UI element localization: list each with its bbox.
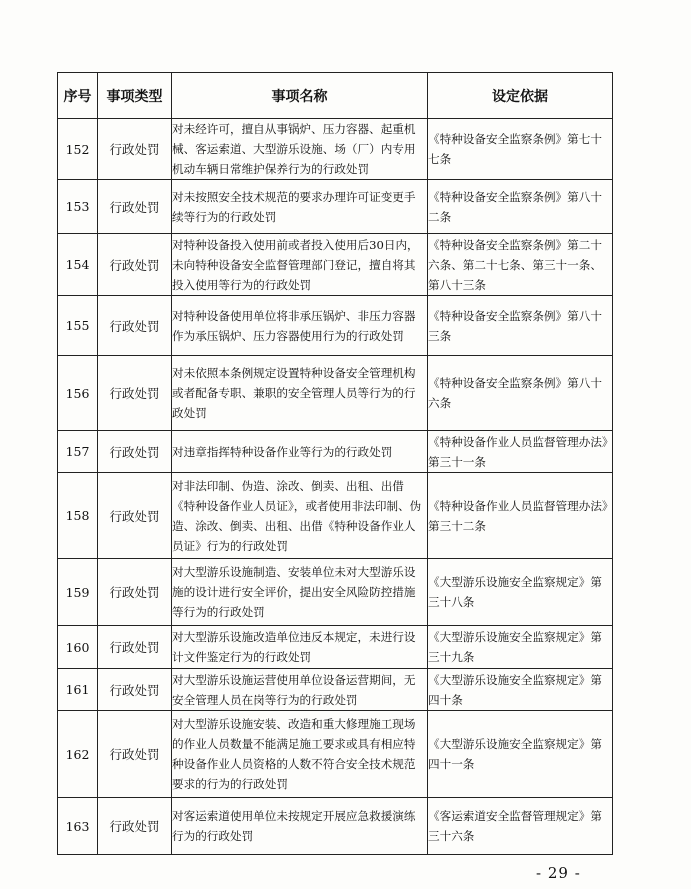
table-row bbox=[58, 234, 613, 296]
table-row bbox=[58, 296, 613, 356]
row-basis: 《大型游乐设施安全监察规定》第三十九条 bbox=[428, 626, 613, 669]
table-row bbox=[58, 559, 613, 626]
row-number: 159 bbox=[58, 559, 98, 626]
row-basis: 《特种设备安全监察条例》第二十六条、第二十七条、第三十一条、第八十三条 bbox=[428, 234, 613, 296]
row-type: 行政处罚 bbox=[98, 473, 172, 559]
row-basis: 《大型游乐设施安全监察规定》第三十八条 bbox=[428, 559, 613, 626]
row-name: 对大型游乐设施改造单位违反本规定，未进行设计文件鉴定行为的行政处罚 bbox=[172, 626, 428, 669]
row-basis: 《特种设备安全监察条例》第八十二条 bbox=[428, 180, 613, 234]
row-number: 160 bbox=[58, 626, 98, 669]
table-row bbox=[58, 711, 613, 798]
row-basis: 《特种设备安全监察条例》第七十七条 bbox=[428, 119, 613, 180]
row-type: 行政处罚 bbox=[98, 626, 172, 669]
row-name: 对未按照安全技术规范的要求办理许可证变更手续等行为的行政处罚 bbox=[172, 180, 428, 234]
row-name: 对违章指挥特种设备作业等行为的行政处罚 bbox=[172, 431, 428, 473]
row-type: 行政处罚 bbox=[98, 669, 172, 711]
table-row bbox=[58, 180, 613, 234]
row-basis: 《大型游乐设施安全监察规定》第四十条 bbox=[428, 669, 613, 711]
row-number: 157 bbox=[58, 431, 98, 473]
row-name: 对大型游乐设施制造、安装单位未对大型游乐设施的设计进行安全评价，提出安全风险防控措施等行为的行政处罚 bbox=[172, 559, 428, 626]
table-row bbox=[58, 669, 613, 711]
table-row bbox=[58, 798, 613, 855]
header-item-name: 事项名称 bbox=[172, 73, 428, 119]
row-number: 153 bbox=[58, 180, 98, 234]
row-name: 对特种设备使用单位将非承压锅炉、非压力容器作为承压锅炉、压力容器使用行为的行政处罚 bbox=[172, 296, 428, 356]
row-type: 行政处罚 bbox=[98, 431, 172, 473]
row-type: 行政处罚 bbox=[98, 559, 172, 626]
row-number: 161 bbox=[58, 669, 98, 711]
row-type: 行政处罚 bbox=[98, 798, 172, 855]
header-legal-basis: 设定依据 bbox=[428, 73, 613, 119]
page-number: - 29 - bbox=[536, 864, 581, 882]
row-name: 对客运索道使用单位未按规定开展应急救援演练行为的行政处罚 bbox=[172, 798, 428, 855]
row-basis: 《特种设备安全监察条例》第八十六条 bbox=[428, 356, 613, 431]
table-row bbox=[58, 119, 613, 180]
row-number: 152 bbox=[58, 119, 98, 180]
row-name: 对大型游乐设施运营使用单位设备运营期间，无安全管理人员在岗等行为的行政处罚 bbox=[172, 669, 428, 711]
row-number: 154 bbox=[58, 234, 98, 296]
regulation-table bbox=[57, 72, 613, 855]
table-row bbox=[58, 473, 613, 559]
row-number: 155 bbox=[58, 296, 98, 356]
row-basis: 《客运索道安全监督管理规定》第三十六条 bbox=[428, 798, 613, 855]
row-basis: 《特种设备作业人员监督管理办法》第三十一条 bbox=[428, 431, 613, 473]
row-number: 162 bbox=[58, 711, 98, 798]
row-type: 行政处罚 bbox=[98, 119, 172, 180]
header-item-type: 事项类型 bbox=[98, 73, 172, 119]
row-name: 对非法印制、伪造、涂改、倒卖、出租、出借《特种设备作业人员证》，或者使用非法印制、伪造、涂改、倒卖、出租、出借《特种设备作业人员证》行为的行政处罚 bbox=[172, 473, 428, 559]
row-basis: 《特种设备安全监察条例》第八十三条 bbox=[428, 296, 613, 356]
row-name: 对未依照本条例规定设置特种设备安全管理机构或者配备专职、兼职的安全管理人员等行为的行政处罚 bbox=[172, 356, 428, 431]
table-row bbox=[58, 626, 613, 669]
row-type: 行政处罚 bbox=[98, 356, 172, 431]
row-number: 158 bbox=[58, 473, 98, 559]
header-serial-number: 序号 bbox=[58, 73, 98, 119]
row-type: 行政处罚 bbox=[98, 234, 172, 296]
row-name: 对特种设备投入使用前或者投入使用后30日内，未向特种设备安全监督管理部门登记，擅自将其投入使用等行为的行政处罚 bbox=[172, 234, 428, 296]
row-type: 行政处罚 bbox=[98, 296, 172, 356]
row-number: 163 bbox=[58, 798, 98, 855]
row-number: 156 bbox=[58, 356, 98, 431]
table-row bbox=[58, 431, 613, 473]
table-row bbox=[58, 356, 613, 431]
table-header-row bbox=[58, 73, 613, 119]
row-type: 行政处罚 bbox=[98, 180, 172, 234]
row-name: 对大型游乐设施安装、改造和重大修理施工现场的作业人员数量不能满足施工要求或具有相应特种设备作业人员资格的人数不符合安全技术规范要求的行为的行政处罚 bbox=[172, 711, 428, 798]
row-basis: 《大型游乐设施安全监察规定》第四十一条 bbox=[428, 711, 613, 798]
row-basis: 《特种设备作业人员监督管理办法》第三十二条 bbox=[428, 473, 613, 559]
row-type: 行政处罚 bbox=[98, 711, 172, 798]
row-name: 对未经许可，擅自从事锅炉、压力容器、起重机械、客运索道、大型游乐设施、场（厂）内专用机动车辆日常维护保养行为的行政处罚 bbox=[172, 119, 428, 180]
